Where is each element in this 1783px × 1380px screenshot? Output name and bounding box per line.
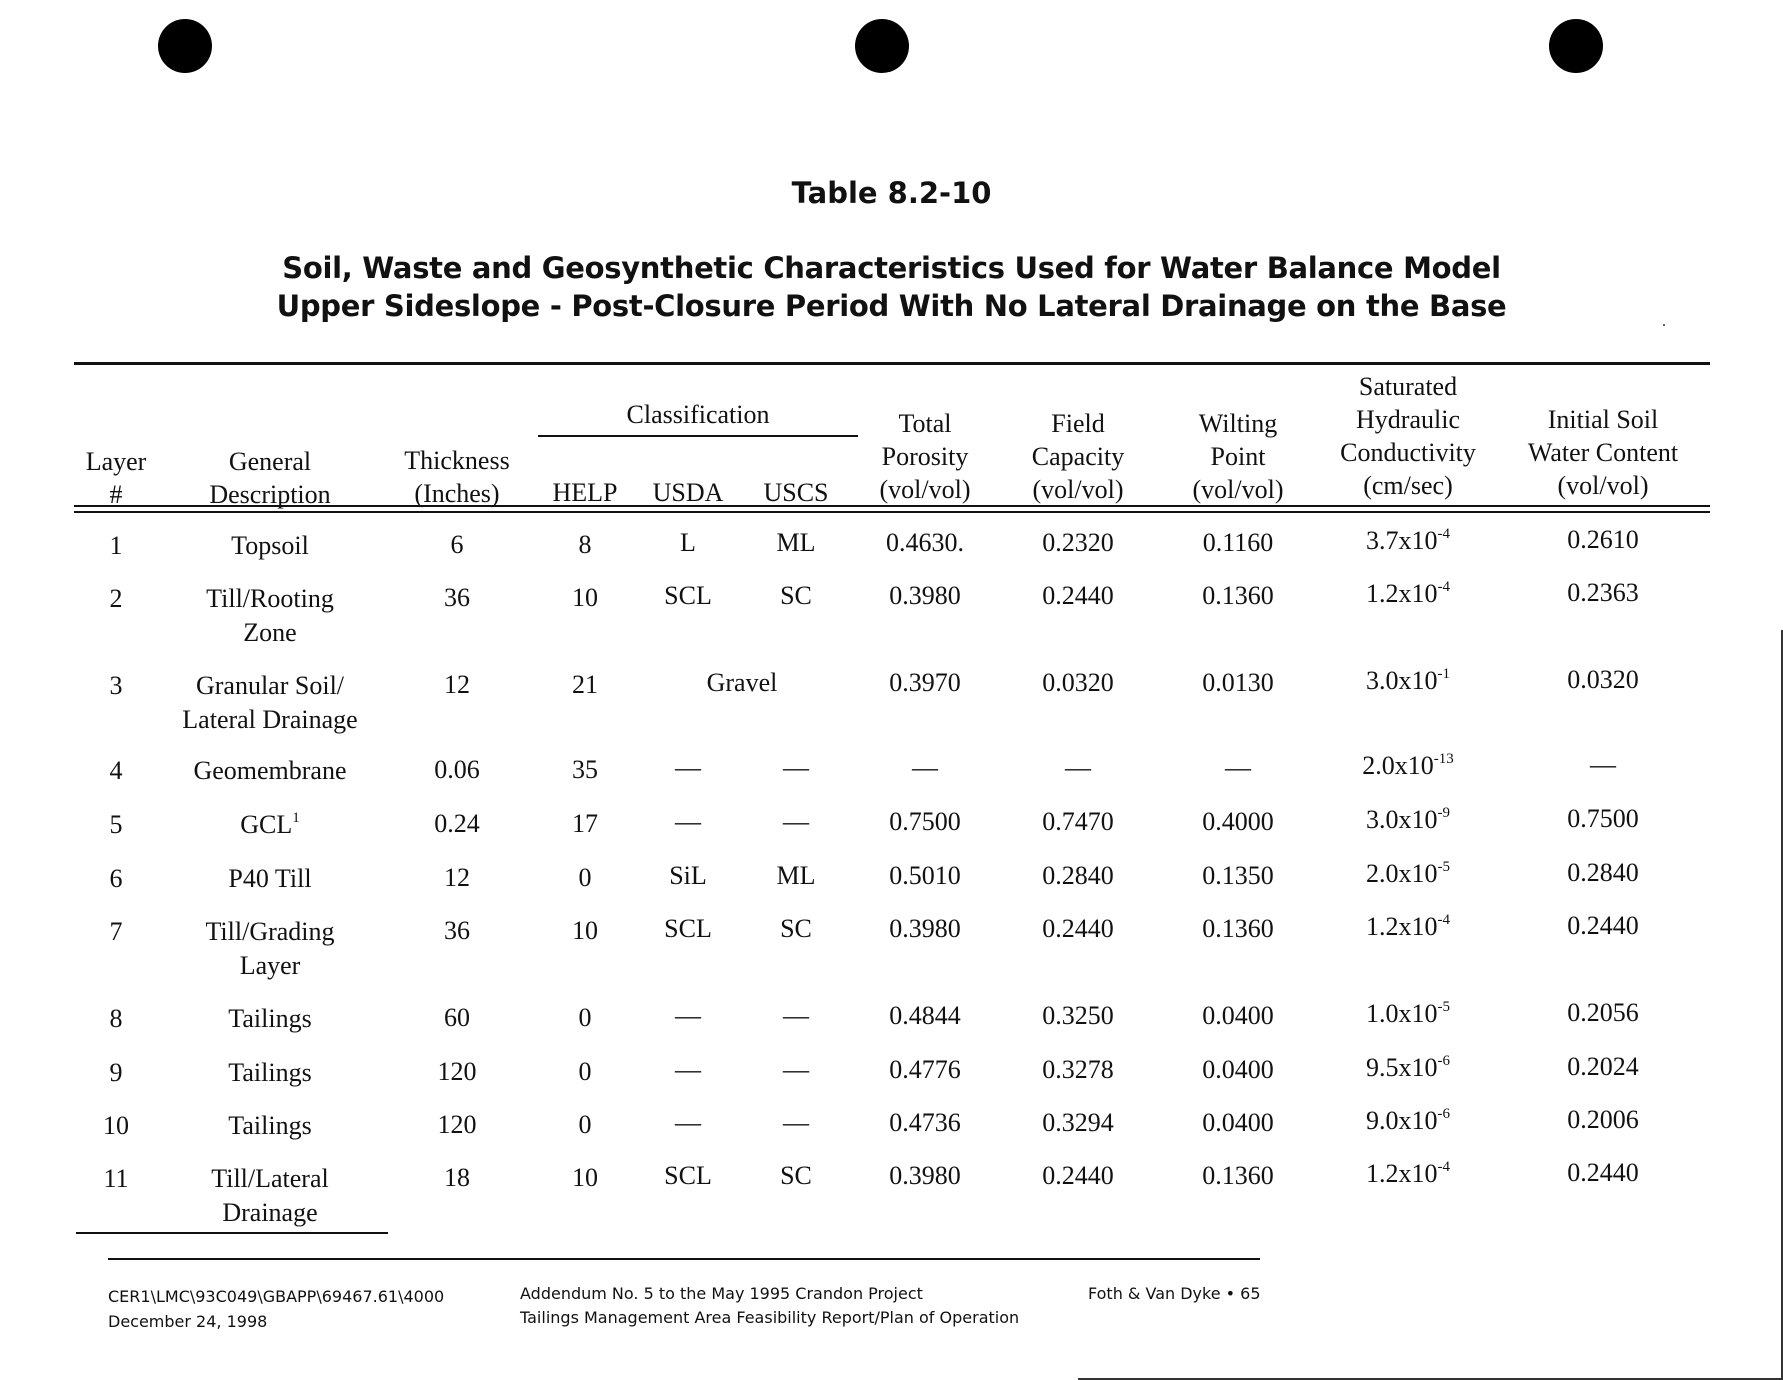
initial-water-content-value: 0.2056: [1567, 998, 1639, 1027]
total-porosity-value: 0.3980: [889, 914, 961, 943]
layer-number: 9: [109, 1058, 123, 1087]
total-porosity-value: 0.3970: [889, 668, 961, 697]
layer-number: 3: [109, 671, 123, 700]
help-value: 0: [578, 1057, 592, 1086]
thickness-value: 120: [437, 1057, 477, 1086]
description-line: Zone: [243, 618, 297, 647]
description-line: Tailings: [228, 1111, 312, 1140]
thickness-value: 36: [444, 583, 470, 612]
help-value: 8: [578, 530, 592, 559]
layer-description: [170, 529, 370, 563]
description-line: Till/Rooting: [206, 584, 334, 613]
description-line: Drainage: [222, 1198, 318, 1227]
layer-number: 10: [103, 1111, 129, 1140]
hydraulic-conductivity-value: [1318, 1157, 1498, 1191]
thickness-value: 120: [437, 1110, 477, 1139]
conductivity-exponent: -4: [1437, 912, 1450, 928]
punch-hole-center: [855, 19, 909, 73]
conductivity-mantissa: 1.2x10: [1366, 1159, 1438, 1188]
header-layer: Layer #: [85, 447, 147, 509]
usda-value: SCL: [664, 1161, 712, 1190]
initial-water-content-value: —: [1590, 750, 1616, 779]
hydraulic-conductivity-value: [1318, 803, 1498, 837]
initial-water-content-value: 0.0320: [1567, 665, 1639, 694]
conductivity-exponent: -6: [1437, 1053, 1450, 1069]
conductivity-exponent: -4: [1437, 579, 1450, 595]
uscs-value: ML: [776, 528, 816, 557]
footer-addendum-line2: Tailings Management Area Feasibility Report/Plan of Operation: [520, 1308, 1020, 1327]
usda-value: —: [675, 1055, 701, 1084]
help-value: 0: [578, 863, 592, 892]
header-initial-water-content: Initial Soil Water Content (vol/vol): [1527, 405, 1679, 500]
hydraulic-conductivity-value: [1318, 749, 1498, 783]
initial-water-content-value: 0.7500: [1567, 804, 1639, 833]
header-classification: Classification: [626, 400, 770, 429]
description-line: Geomembrane: [193, 756, 347, 785]
table-title-line2: Upper Sideslope - Post-Closure Period With No Lateral Drainage on the Base: [276, 289, 1507, 323]
description-line: Layer: [239, 951, 301, 980]
field-capacity-value: 0.2440: [1042, 581, 1114, 610]
uscs-value: SC: [780, 1161, 812, 1190]
conductivity-mantissa: 2.0x10: [1366, 859, 1438, 888]
thickness-value: 18: [444, 1163, 470, 1192]
conductivity-exponent: -13: [1433, 751, 1454, 767]
initial-water-content-value: 0.2440: [1567, 911, 1639, 940]
usda-value: SCL: [664, 581, 712, 610]
field-capacity-value: —: [1065, 753, 1091, 782]
wilting-point-value: 0.0130: [1202, 668, 1274, 697]
layer-description: [170, 1002, 370, 1036]
hydraulic-conductivity-value: [1318, 1104, 1498, 1138]
uscs-value: —: [783, 1001, 809, 1030]
total-porosity-value: 0.4844: [889, 1001, 961, 1030]
wilting-point-value: 0.1160: [1202, 528, 1274, 557]
footer-file-path: CER1\LMC\93C049\GBAPP\69467.61\4000: [108, 1287, 445, 1306]
usda-value: —: [675, 1108, 701, 1137]
punch-hole-left: [158, 19, 212, 73]
field-capacity-value: 0.3278: [1042, 1055, 1114, 1084]
conductivity-exponent: -5: [1437, 999, 1450, 1015]
description-text: GCL: [240, 810, 293, 839]
uscs-value: SC: [780, 581, 812, 610]
header-uscs: USCS: [763, 478, 829, 507]
usda-value: SiL: [669, 861, 707, 890]
total-porosity-value: 0.4630.: [886, 528, 964, 557]
help-value: 0: [578, 1110, 592, 1139]
layer-number: 1: [109, 531, 123, 560]
wilting-point-value: 0.1350: [1202, 861, 1274, 890]
conductivity-exponent: -1: [1437, 666, 1450, 682]
header-wilting-point: Wilting Point (vol/vol): [1192, 409, 1284, 504]
header-field-capacity: Field Capacity (vol/vol): [1031, 409, 1125, 504]
hydraulic-conductivity-value: [1318, 857, 1498, 891]
help-value: 17: [572, 809, 598, 838]
conductivity-mantissa: 3.7x10: [1366, 526, 1438, 555]
thickness-value: 12: [444, 670, 470, 699]
layer-description: [170, 669, 370, 737]
description-line: Till/Lateral: [211, 1164, 329, 1193]
header-usda: USDA: [652, 478, 724, 507]
total-porosity-value: 0.7500: [889, 807, 961, 836]
help-value: 21: [572, 670, 598, 699]
usda-value: SCL: [664, 914, 712, 943]
total-porosity-value: 0.3980: [889, 581, 961, 610]
table-end-rule: [76, 1232, 388, 1234]
description-line: [170, 808, 370, 842]
conductivity-exponent: -5: [1437, 859, 1450, 875]
field-capacity-value: 0.2440: [1042, 1161, 1114, 1190]
wilting-point-value: —: [1225, 753, 1251, 782]
description-line: Granular Soil/: [195, 671, 345, 700]
total-porosity-value: 0.3980: [889, 1161, 961, 1190]
initial-water-content-value: 0.2363: [1567, 578, 1639, 607]
help-value: 10: [572, 583, 598, 612]
layer-number: 11: [103, 1164, 129, 1193]
footer-company-page: Foth & Van Dyke • 65: [1088, 1284, 1261, 1303]
layer-number: 8: [109, 1004, 123, 1033]
uscs-value: ML: [776, 861, 816, 890]
description-line: Till/Grading: [205, 917, 335, 946]
hydraulic-conductivity-value: [1318, 910, 1498, 944]
footnote-marker: 1: [292, 810, 300, 826]
uscs-value: SC: [780, 914, 812, 943]
field-capacity-value: 0.7470: [1042, 807, 1114, 836]
thickness-value: 36: [444, 916, 470, 945]
footer-addendum-line1: Addendum No. 5 to the May 1995 Crandon Project: [520, 1284, 923, 1303]
layer-number: 6: [109, 864, 123, 893]
help-value: 0: [578, 1003, 592, 1032]
initial-water-content-value: 0.2024: [1567, 1052, 1639, 1081]
hydraulic-conductivity-value: [1318, 664, 1498, 698]
header-thickness: Thickness (Inches): [404, 446, 510, 508]
table-top-rule: [74, 362, 1710, 365]
initial-water-content-value: 0.2440: [1567, 1158, 1639, 1187]
field-capacity-value: 0.3294: [1042, 1108, 1114, 1137]
conductivity-mantissa: 1.2x10: [1366, 579, 1438, 608]
wilting-point-value: 0.1360: [1202, 914, 1274, 943]
conductivity-exponent: -4: [1437, 1159, 1450, 1175]
header-hydraulic-conductivity: Saturated Hydraulic Conductivity (cm/sec): [1340, 372, 1476, 500]
layer-number: 5: [109, 810, 123, 839]
conductivity-mantissa: 1.2x10: [1366, 912, 1438, 941]
description-line: Lateral Drainage: [182, 705, 358, 734]
layer-description: [170, 1162, 370, 1230]
thickness-value: 12: [444, 863, 470, 892]
thickness-value: 0.24: [434, 809, 480, 838]
description-line: P40 Till: [228, 864, 312, 893]
conductivity-mantissa: 3.0x10: [1366, 666, 1438, 695]
conductivity-mantissa: 3.0x10: [1366, 805, 1438, 834]
usda-value: —: [675, 1001, 701, 1030]
footer-rule: [108, 1258, 1260, 1260]
total-porosity-value: 0.4736: [889, 1108, 961, 1137]
classification-underline: [538, 435, 858, 437]
layer-description: [170, 754, 370, 788]
thickness-value: 6: [450, 530, 464, 559]
wilting-point-value: 0.1360: [1202, 1161, 1274, 1190]
uscs-value: —: [783, 1055, 809, 1084]
uscs-value: —: [783, 807, 809, 836]
hydraulic-conductivity-value: [1318, 1051, 1498, 1085]
field-capacity-value: 0.0320: [1042, 668, 1114, 697]
table-number: Table 8.2-10: [791, 176, 992, 210]
layer-number: 2: [109, 584, 123, 613]
initial-water-content-value: 0.2006: [1567, 1105, 1639, 1134]
thickness-value: 60: [444, 1003, 470, 1032]
usda-uscs-merged-value: Gravel: [706, 668, 778, 697]
usda-value: —: [675, 807, 701, 836]
wilting-point-value: 0.0400: [1202, 1001, 1274, 1030]
layer-description: [170, 808, 370, 842]
conductivity-mantissa: 1.0x10: [1366, 999, 1438, 1028]
table-title-line1: Soil, Waste and Geosynthetic Characteristics Used for Water Balance Model: [282, 251, 1501, 285]
field-capacity-value: 0.2440: [1042, 914, 1114, 943]
conductivity-exponent: -6: [1437, 1106, 1450, 1122]
total-porosity-value: 0.5010: [889, 861, 961, 890]
usda-value: —: [675, 753, 701, 782]
layer-number: 4: [109, 756, 123, 785]
layer-description: [170, 1109, 370, 1143]
header-help: HELP: [552, 478, 618, 507]
help-value: 10: [572, 916, 598, 945]
usda-value: L: [680, 528, 696, 557]
initial-water-content-value: 0.2840: [1567, 858, 1639, 887]
initial-water-content-value: 0.2610: [1567, 525, 1639, 554]
hydraulic-conductivity-value: [1318, 997, 1498, 1031]
layer-description: [170, 915, 370, 983]
total-porosity-value: 0.4776: [889, 1055, 961, 1084]
uscs-value: —: [783, 1108, 809, 1137]
description-line: Tailings: [228, 1058, 312, 1087]
thickness-value: 0.06: [434, 755, 480, 784]
hydraulic-conductivity-value: [1318, 577, 1498, 611]
field-capacity-value: 0.2320: [1042, 528, 1114, 557]
layer-description: [170, 862, 370, 896]
description-line: Topsoil: [231, 531, 309, 560]
field-capacity-value: 0.2840: [1042, 861, 1114, 890]
description-line: Tailings: [228, 1004, 312, 1033]
layer-description: [170, 1056, 370, 1090]
layer-number: 7: [109, 917, 123, 946]
help-value: 10: [572, 1163, 598, 1192]
header-description: General Description: [209, 447, 331, 509]
conductivity-mantissa: 9.0x10: [1366, 1106, 1438, 1135]
hydraulic-conductivity-value: [1318, 524, 1498, 558]
scan-speck: [1663, 324, 1665, 326]
punch-hole-right: [1549, 19, 1603, 73]
header-total-porosity: Total Porosity (vol/vol): [879, 409, 971, 504]
field-capacity-value: 0.3250: [1042, 1001, 1114, 1030]
uscs-value: —: [783, 753, 809, 782]
wilting-point-value: 0.0400: [1202, 1055, 1274, 1084]
wilting-point-value: 0.0400: [1202, 1108, 1274, 1137]
help-value: 35: [572, 755, 598, 784]
wilting-point-value: 0.1360: [1202, 581, 1274, 610]
header-bottom-rule-2: [74, 511, 1710, 513]
footer-date: December 24, 1998: [108, 1312, 268, 1331]
conductivity-exponent: -4: [1437, 526, 1450, 542]
total-porosity-value: —: [912, 753, 938, 782]
layer-description: [170, 582, 370, 650]
conductivity-mantissa: 9.5x10: [1366, 1053, 1438, 1082]
conductivity-mantissa: 2.0x10: [1362, 751, 1434, 780]
wilting-point-value: 0.4000: [1202, 807, 1274, 836]
conductivity-exponent: -9: [1437, 805, 1450, 821]
